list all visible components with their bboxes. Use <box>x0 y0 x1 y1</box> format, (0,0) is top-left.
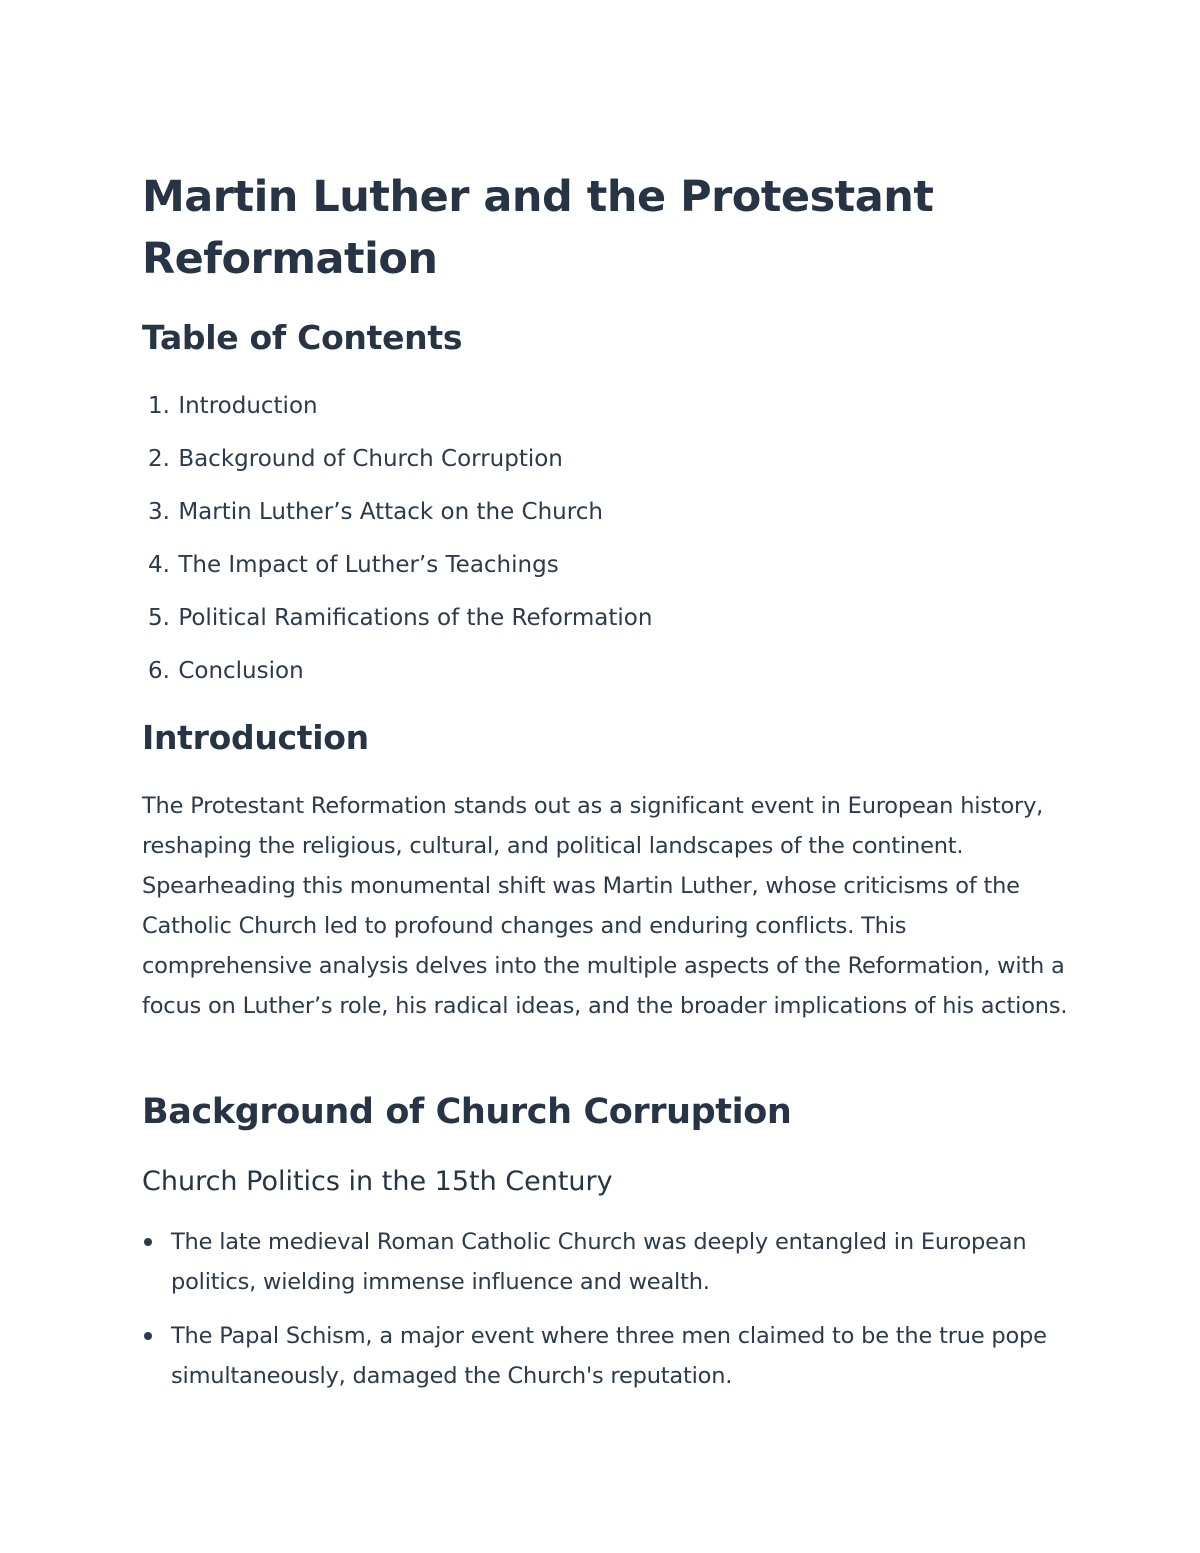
introduction-heading: Introduction <box>142 718 369 757</box>
toc-item-label: Political Ramifications of the Reformation <box>178 605 653 631</box>
toc-item-label: Martin Luther’s Attack on the Church <box>178 499 603 525</box>
bullet-text: The Papal Schism, a major event where three men claimed to be the true pope simultaneously, damaged the Church's reputation. <box>171 1323 1047 1389</box>
introduction-paragraph: The Protestant Reformation stands out as a significant event in European history, reshaping the religious, cultural, and political landscapes of the continent. Spearheading this monumental shift was Martin Luther, whose criticisms of the Catholic Church led to profound changes and enduring conflicts. This comprehensive analysis delves into the multiple aspects of the Reformation, with a focus on Luther’s role, his radical ideas, and the broader implications of his actions. <box>142 793 1068 1019</box>
document-title: Martin Luther and the Protestant Reformation <box>142 172 934 284</box>
background-bullet-list <box>142 1222 1072 1410</box>
toc-item-luthers-attack[interactable] <box>142 494 652 547</box>
toc-item-number: 3. <box>148 499 170 525</box>
toc-item-label: Background of Church Corruption <box>178 446 563 472</box>
toc-item-background[interactable] <box>142 441 652 494</box>
toc-item-number: 4. <box>148 552 170 578</box>
toc-item-introduction[interactable] <box>142 388 652 441</box>
bullet-icon <box>144 1332 152 1340</box>
toc-item-label: Conclusion <box>178 658 304 684</box>
toc-list <box>142 388 652 706</box>
toc-heading: Table of Contents <box>142 318 463 357</box>
toc-item-political[interactable] <box>142 600 652 653</box>
bullet-text: The late medieval Roman Catholic Church was deeply entangled in European politics, wielding immense influence and wealth. <box>171 1229 1027 1295</box>
list-item <box>142 1222 1072 1302</box>
toc-item-label: The Impact of Luther’s Teachings <box>178 552 559 578</box>
background-heading: Background of Church Corruption <box>142 1092 792 1132</box>
church-politics-subheading: Church Politics in the 15th Century <box>142 1166 613 1197</box>
toc-item-number: 1. <box>148 393 170 419</box>
toc-item-number: 5. <box>148 605 170 631</box>
list-item <box>142 1316 1072 1396</box>
toc-item-number: 6. <box>148 658 170 684</box>
toc-item-label: Introduction <box>178 393 318 419</box>
toc-item-number: 2. <box>148 446 170 472</box>
bullet-icon <box>144 1238 152 1246</box>
toc-item-impact[interactable] <box>142 547 652 600</box>
toc-item-conclusion[interactable] <box>142 653 652 706</box>
